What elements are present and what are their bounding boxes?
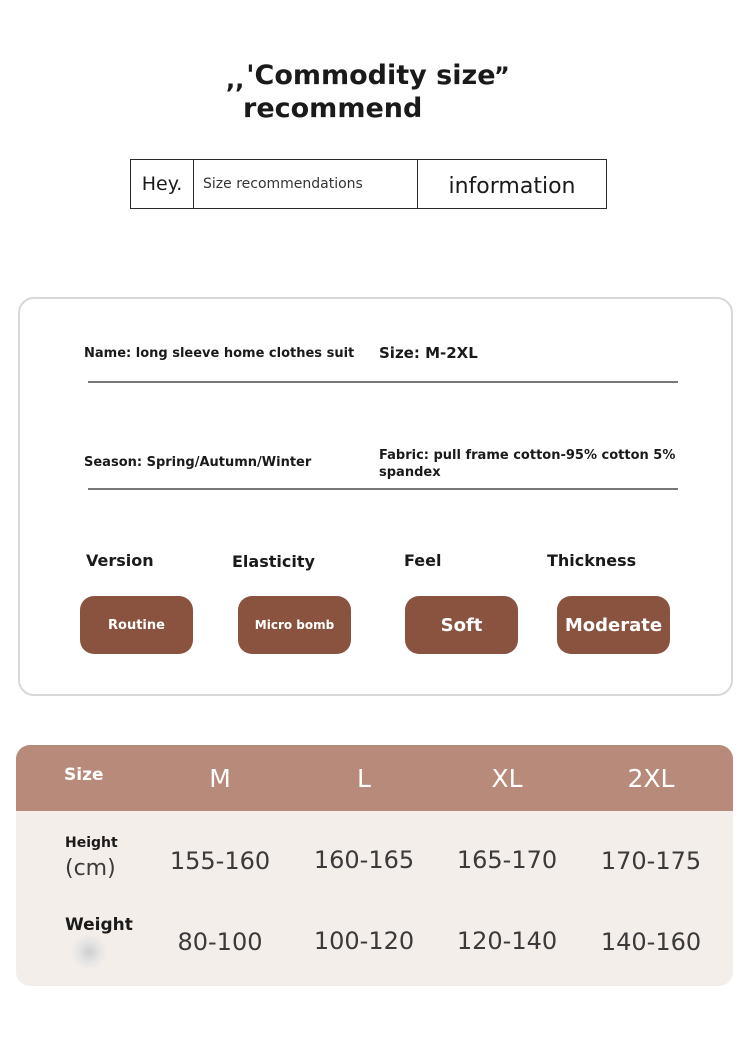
weight-cell-m: 80-100 [177,928,263,956]
height-cell-m: 155-160 [169,847,271,875]
weight-cell-l: 100-120 [313,927,415,955]
spec-season: Season: Spring/Autumn/Winter [84,455,312,470]
height-cell-2xl: 170-175 [600,847,702,875]
attr-pill-routine: Routine [80,596,193,654]
size-col-l: L [357,764,371,793]
spec-name: Name: long sleeve home clothes suit [84,346,355,361]
size-header-label: Size [64,765,104,785]
attr-label-version: Version [86,551,154,570]
title-line-2: recommend [243,93,423,124]
height-cell-l: 160-165 [313,846,415,874]
attr-pill-micro-bomb: Micro bomb [238,596,351,654]
weight-cell-2xl: 140-160 [600,928,702,956]
height-label: Height [65,835,118,851]
attr-pill-soft: Soft [405,596,518,654]
size-col-2xl: 2XL [627,764,675,793]
attr-pill-moderate: Moderate [557,596,670,654]
divider [88,381,678,383]
spec-size: Size: M-2XL [379,344,478,362]
spec-fabric-line-2: spandex [379,465,441,480]
open-quote: ,, [226,66,245,94]
spec-fabric-line-1: Fabric: pull frame cotton-95% cotton 5% [379,448,676,463]
title-text-1: 'Commodity size [246,60,496,91]
weight-label: Weight [65,915,133,935]
product-spec-card [18,297,733,696]
attr-label-feel: Feel [404,551,442,570]
info-table [130,159,607,209]
height-cell-xl: 165-170 [456,846,558,874]
info-cell-size-recommendations: Size recommendations [194,160,418,208]
blur-smudge [71,935,107,969]
attr-label-elasticity: Elasticity [232,552,315,571]
divider [88,488,678,490]
size-col-xl: XL [491,764,523,793]
attr-label-thickness: Thickness [547,551,637,570]
size-chart-table [16,745,733,986]
height-unit: (cm) [65,856,116,881]
title-line-1 [226,58,496,94]
size-col-m: M [209,764,231,793]
info-cell-hey: Hey. [131,160,194,208]
close-quote: ” [494,62,510,90]
info-cell-information: information [448,173,576,199]
weight-cell-xl: 120-140 [456,927,558,955]
